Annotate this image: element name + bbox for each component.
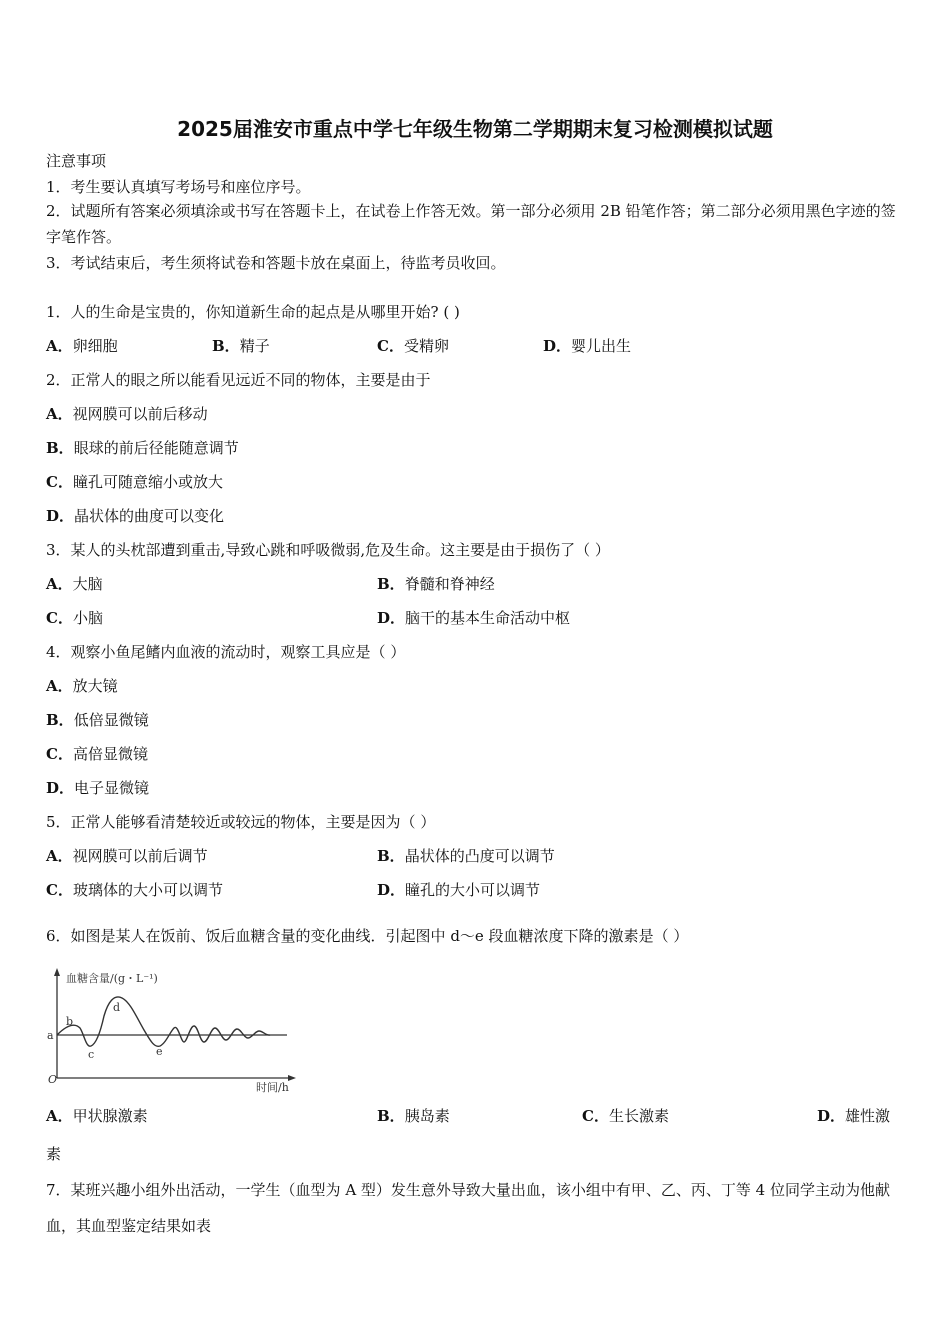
x-axis-arrow-icon xyxy=(288,1075,296,1081)
point-c-label: c xyxy=(88,1048,95,1061)
q1-option-a[interactable] xyxy=(46,335,118,357)
option-key: A． xyxy=(46,677,73,695)
option-text: 放大镜 xyxy=(72,677,118,695)
option-text: 眼球的前后径能随意调节 xyxy=(73,439,239,457)
option-key: C． xyxy=(46,609,73,627)
q2-option-b[interactable] xyxy=(46,437,239,459)
option-text: 卵细胞 xyxy=(72,337,118,355)
option-key: A． xyxy=(46,405,73,423)
q5-option-a[interactable] xyxy=(46,845,208,867)
q2-option-d[interactable] xyxy=(46,505,224,527)
option-text: 瞳孔可随意缩小或放大 xyxy=(72,473,223,491)
option-key: C． xyxy=(582,1107,609,1125)
page-title: 2025届淮安市重点中学七年级生物第二学期期末复习检测模拟试题 xyxy=(177,117,773,141)
q6-option-d[interactable] xyxy=(817,1105,890,1127)
option-text: 玻璃体的大小可以调节 xyxy=(72,881,223,899)
notice-heading: 注意事项 xyxy=(46,152,107,170)
option-text: 脊髓和脊神经 xyxy=(404,575,495,593)
q5-option-b[interactable] xyxy=(377,845,555,867)
option-text: 视网膜可以前后调节 xyxy=(72,847,208,865)
q4-option-d[interactable] xyxy=(46,777,149,799)
option-text: 晶状体的凸度可以调节 xyxy=(404,847,555,865)
q3-option-c[interactable] xyxy=(46,607,103,629)
option-text: 雄性激 xyxy=(845,1107,891,1125)
notice-item-2: 2．试题所有答案必须填涂或书写在答题卡上，在试卷上作答无效。第一部分必须用 2B 铅笔作答；第二部分必须用黑色字迹的签字笔作答。 xyxy=(46,202,896,246)
option-text: 晶状体的曲度可以变化 xyxy=(74,507,225,525)
origin-label: O xyxy=(48,1073,58,1086)
option-key: D． xyxy=(817,1107,846,1125)
q6-option-b[interactable] xyxy=(377,1105,450,1127)
option-key: D． xyxy=(46,507,75,525)
q3-option-b[interactable] xyxy=(377,573,495,595)
option-text: 胰岛素 xyxy=(404,1107,450,1125)
point-e-label: e xyxy=(156,1045,163,1058)
q6-option-d-wrap: 素 xyxy=(46,1145,62,1163)
option-text: 脑干的基本生命活动中枢 xyxy=(405,609,571,627)
q2-option-a[interactable] xyxy=(46,403,208,425)
q4-option-c[interactable] xyxy=(46,743,148,765)
option-text: 低倍显微镜 xyxy=(73,711,149,729)
y-axis-arrow-icon xyxy=(54,968,60,976)
notice-item-1: 1．考生要认真填写考场号和座位序号。 xyxy=(46,178,311,196)
option-key: C． xyxy=(46,473,73,491)
option-key: A． xyxy=(46,337,73,355)
q4-option-b[interactable] xyxy=(46,709,149,731)
option-text: 高倍显微镜 xyxy=(72,745,148,763)
q1-option-d[interactable] xyxy=(543,335,631,357)
q4-option-a[interactable] xyxy=(46,675,118,697)
q5-option-c[interactable] xyxy=(46,879,223,901)
notice-item-3: 3．考试结束后，考生须将试卷和答题卡放在桌面上，待监考员收回。 xyxy=(46,254,506,272)
option-text: 婴儿出生 xyxy=(571,337,632,355)
option-text: 小脑 xyxy=(72,609,103,627)
q6-option-c[interactable] xyxy=(582,1105,669,1127)
q6-option-a[interactable] xyxy=(46,1105,148,1127)
option-key: B． xyxy=(377,575,405,593)
option-text: 大脑 xyxy=(72,575,103,593)
q1-option-c[interactable] xyxy=(377,335,449,357)
option-key: B． xyxy=(377,847,405,865)
option-key: D． xyxy=(377,881,406,899)
question-stem-5: 5．正常人能够看清楚较近或较远的物体，主要是因为（ ） xyxy=(46,813,436,831)
q2-option-c[interactable] xyxy=(46,471,223,493)
question-stem-7: 7．某班兴趣小组外出活动，一学生（血型为 A 型）发生意外导致大量出血，该小组中有甲、乙、丙、丁等 4 位同学主动为他献血，其血型鉴定结果如表 xyxy=(46,1181,890,1235)
q1-option-b[interactable] xyxy=(212,335,270,357)
option-text: 瞳孔的大小可以调节 xyxy=(405,881,541,899)
option-key: C． xyxy=(46,745,73,763)
option-key: B． xyxy=(46,439,74,457)
option-key: A． xyxy=(46,847,73,865)
option-key: B． xyxy=(377,1107,405,1125)
option-key: C． xyxy=(377,337,404,355)
option-text: 视网膜可以前后移动 xyxy=(72,405,208,423)
point-b-label: b xyxy=(66,1015,74,1028)
option-key: B． xyxy=(46,711,74,729)
q3-option-d[interactable] xyxy=(377,607,570,629)
point-d-label: d xyxy=(113,1001,121,1014)
y-axis-label: 血糖含量/(g・L⁻¹) xyxy=(66,972,158,985)
option-text: 电子显微镜 xyxy=(74,779,150,797)
blood-sugar-curve-figure xyxy=(44,966,300,1094)
option-key: C． xyxy=(46,881,73,899)
option-key: A． xyxy=(46,575,73,593)
question-stem-3: 3．某人的头枕部遭到重击,导致心跳和呼吸微弱,危及生命。这主要是由于损伤了（ ） xyxy=(46,541,610,559)
q3-option-a[interactable] xyxy=(46,573,103,595)
option-key: B． xyxy=(212,337,240,355)
question-stem-4: 4．观察小鱼尾鳍内血液的流动时，观察工具应是（ ） xyxy=(46,643,406,661)
point-a-label: a xyxy=(47,1029,54,1042)
option-key: D． xyxy=(46,779,75,797)
question-stem-6: 6．如图是某人在饭前、饭后血糖含量的变化曲线．引起图中 d～e 段血糖浓度下降的激素是（ ） xyxy=(46,927,689,945)
x-axis-label: 时间/h xyxy=(256,1081,289,1094)
question-stem-2: 2．正常人的眼之所以能看见远近不同的物体，主要是由于 xyxy=(46,371,431,389)
option-key: D． xyxy=(543,337,572,355)
q5-option-d[interactable] xyxy=(377,879,540,901)
option-text: 精子 xyxy=(239,337,270,355)
option-text: 甲状腺激素 xyxy=(72,1107,148,1125)
option-key: D． xyxy=(377,609,406,627)
option-key: A． xyxy=(46,1107,73,1125)
option-text: 受精卵 xyxy=(403,337,449,355)
option-text: 生长激素 xyxy=(608,1107,669,1125)
blood-sugar-curve xyxy=(57,997,270,1046)
question-stem-1: 1．人的生命是宝贵的，你知道新生命的起点是从哪里开始? ( ) xyxy=(46,303,460,321)
